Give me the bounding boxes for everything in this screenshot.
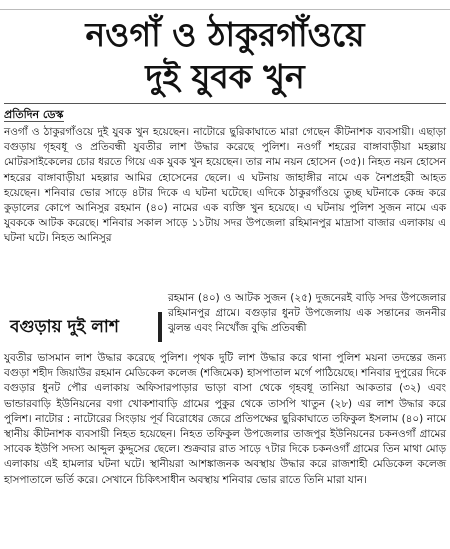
page-header-strip (0, 0, 450, 10)
headline (0, 14, 450, 98)
byline-underline (4, 121, 64, 122)
subhead: বগুড়ায় দুই লাশ (10, 317, 119, 337)
headline-line-1: নওগাঁ ও ঠাকুরগাঁওয়ে (85, 15, 365, 54)
byline: প্রতিদিন ডেস্ক (4, 108, 64, 121)
headline-line-2: দুই যুবক খুন (145, 57, 305, 96)
subhead-box (4, 304, 166, 350)
article-body-side: রহমান (৪০) ও আটক সুজন (২৫) দুজনেরই বাড়ি সদর উপজেলার রহিমানপুর গ্রামে। বগুড়ার ধুনট উপজেলায় এক সন্তানের জননীর ঝুলন্ত এবং নিখোঁজ বুদ্ধি প্রতিবন্ধী (168, 292, 446, 335)
article-body-top: নওগাঁ ও ঠাকুরগাঁওয়ে দুই যুবক খুন হয়েছেন। নাটোরে ছুরিকাঘাতে মারা গেছেন কীটনাশক ব্যবসায়ী। এছাড়া বগুড়ায় গৃহবধূ ও প্রতিবন্ধী যুবতীর লাশ উদ্ধার করেছে পুলিশ। নওগাঁ শহরের বাঙ্গাবাড়ীয়া মহল্লায় মোটরসাইকেলের চোর ধরতে গিয়ে এক যুবক খুন হয়েছেন। তার নাম নয়ন হোসেন (৩৫)। নিহত নয়ন হোসেন শহরের বাঙ্গাবাড়ীয়া মহল্লার আমির হোসেনের ছেলে। এ ঘটনায় জাহাঙ্গীর নামে এক নৈশপ্রহরী আহত হয়েছেন। শনিবার ভোর সাড়ে ৪টার দিকে এ ঘটনা ঘটেছে। এদিকে ঠাকুরগাঁওয়ে তুচ্ছ ঘটনাকে কেন্দ্র করে কুড়ালের কোপে আনিসুর রহমান (৪০) নামের এক ব্যক্তি খুন হয়েছে। এ ঘটনায় পুলিশ সুজন নামে এক যুবককে আটক করেছে। শনিবার সকাল সাড়ে ১১টায় সদর উপজেলা রহিমানপুর মাদ্রাসা বাজার এলাকায় এ ঘটনা ঘটে। নিহত আনিসুর (4, 126, 446, 245)
headline-divider (4, 103, 446, 104)
subhead-double-bar (158, 312, 162, 342)
article-body-bottom: যুবতীর ভাসমান লাশ উদ্ধার করেছে পুলিশ। পৃথক দুটি লাশ উদ্ধার করে থানা পুলিশ ময়না তদন্তের জন্য বগুড়া শহীদ জিয়াউর রহমান মেডিকেল কলেজ (শজিমেক) হাসপাতাল মর্গে পাঠিয়েছে। শনিবার দুপুরের দিকে বগুড়ার ধুনট পৌর এলাকায় অফিসারপাড়ার ভাড়া বাসা থেকে গৃহবধূ তানিয়া আকতার (৩২) এবং ভান্ডারবাড়ি ইউনিয়নের বগা খোকশাবাড়ি গ্রামের পুকুর থেকে তাসপি খাতুন (২৮) এর লাশ উদ্ধার করে পুলিশ। নাটোর : নাটোরের সিংড়ায় পূর্ব বিরোধের জেরে প্রতিপক্ষের ছুরিকাঘাতে তফিকুল ইসলাম (৪০) নামে স্থানীয় কীটনাশক ব্যবসায়ী নিহত হয়েছেন। নিহত তফিকুল উপজেলার তাজপুর ইউনিয়নের চকনওগাঁ গ্রামের সাবেক ইউপি সদস্য আব্দুল কুদ্দুসের ছেলে। শুক্রবার রাত সাড়ে ৭টার দিকে চকনওগাঁ গ্রামের তিন মাথা মোড় এলাকায় এই হামলার ঘটনা ঘটে। স্থানীয়রা আশঙ্কাজনক অবস্থায় উদ্ধার করে রাজশাহী মেডিকেল কলেজ হাসপাতালে ভর্তি করে। সেখানে চিকিৎসাধীন অবস্থায় শনিবার ভোর রাতে তিনি মারা যান। (4, 352, 446, 486)
